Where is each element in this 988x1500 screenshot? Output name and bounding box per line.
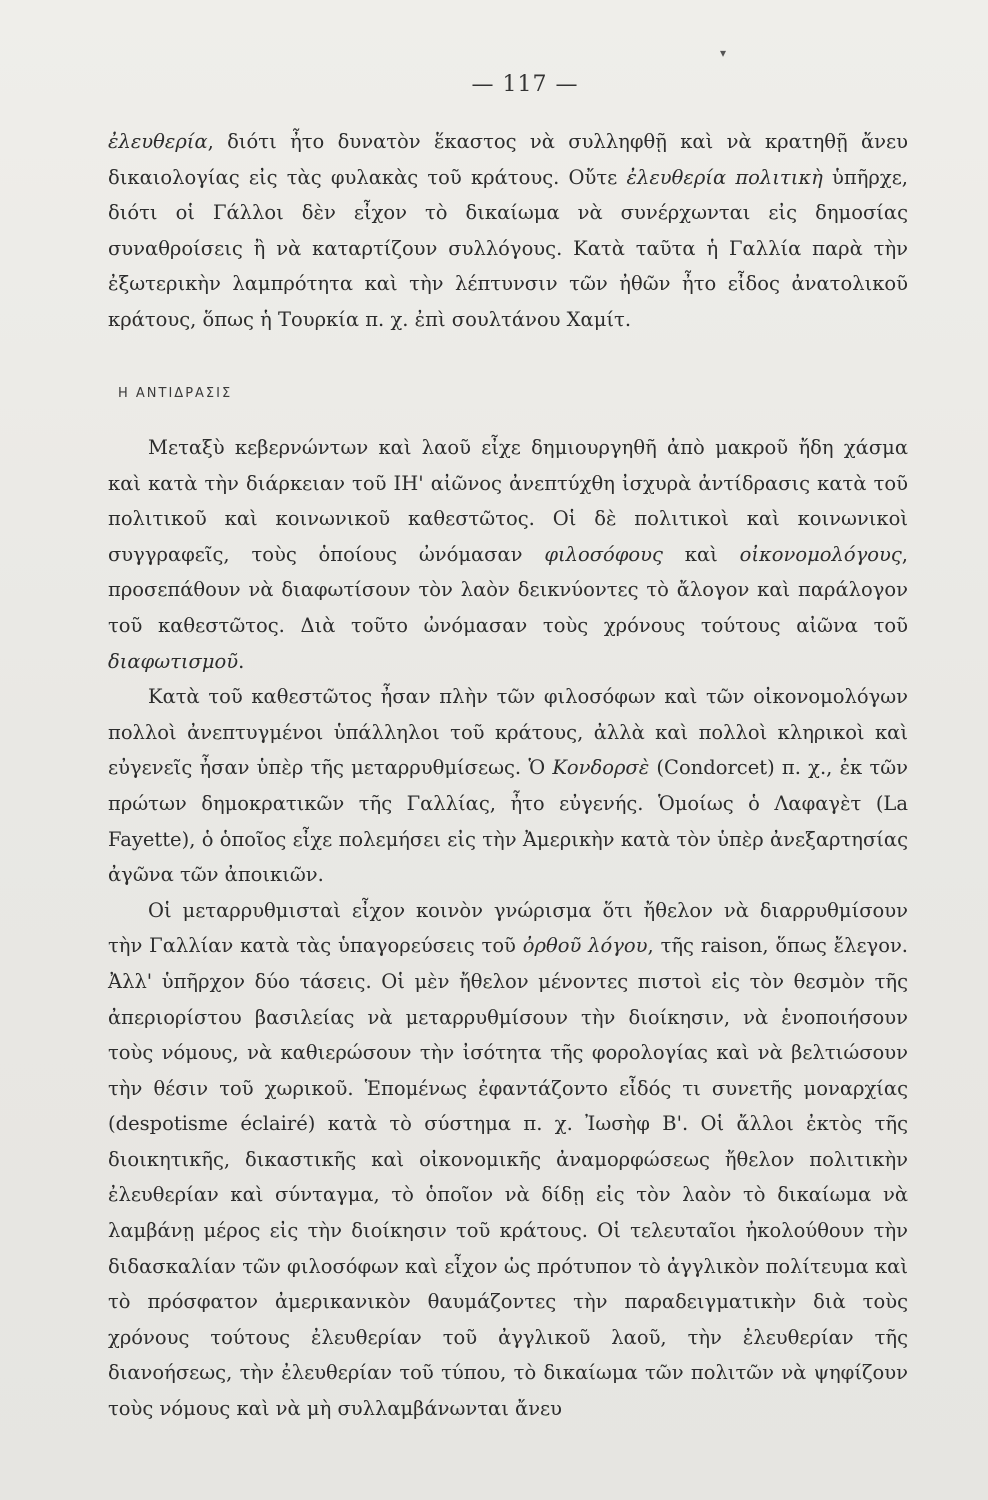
paragraph-text: καὶ bbox=[662, 542, 740, 566]
section-heading: Η ΑΝΤΙΔΡΑΣΙΣ bbox=[118, 386, 233, 401]
page-number: — 117 — bbox=[471, 72, 579, 97]
italic-term: ἐλευθερία bbox=[108, 130, 208, 153]
italic-term: ὀρθοῦ λόγου bbox=[522, 934, 648, 958]
italic-term: διαφωτισμοῦ bbox=[108, 649, 239, 673]
paragraph-reformers bbox=[108, 893, 908, 1427]
italic-term: φιλοσόφους bbox=[544, 542, 663, 566]
paragraph-text: Οἱ μεταρρυθμισταὶ εἶχον κοινὸν γνώρισμα ὅτι ἤθελον νὰ διαρρυθμίσουν τὴν Γαλλίαν κατὰ τὰς ὑπαγορεύσεις τοῦ bbox=[108, 898, 908, 958]
paragraph-text: , τῆς raison, ὅπως ἔλεγον. Ἀλλ' ὑπῆρχον δύο τάσεις. Οἱ μὲν ἤθελον μένοντες πιστοὶ εἰς τὸν θεσμὸν τῆς ἀπεριορίστου βασιλείας νὰ μεταρρυθμίσουν τὴν διοίκησιν, νὰ ἑνοποιήσουν τοὺς νόμους, νὰ καθιερώσουν τὴν ἰσότητα τῆς φορολογίας καὶ νὰ βελτιώσουν τὴν θέσιν τοῦ χωρικοῦ. Ἑπομένως ἐφαντάζοντο εἶδός τι συνετῆς μοναρχίας (despotisme éclairé) κατὰ τὸ σύστημα π. χ. Ἰωσὴφ Β'. Οἱ ἄλλοι ἐκτὸς τῆς διοικητικῆς, δικαστικῆς καὶ οἰκονομικῆς ἀναμορφώσεως ἤθελον πολιτικὴν ἐλευθερίαν καὶ σύνταγμα, τὸ ὁποῖον νὰ δίδῃ εἰς τὸν λαὸν τὸ δικαίωμα νὰ λαμβάνῃ μέρος εἰς τὴν διοίκησιν τοῦ κράτους. Οἱ τελευταῖοι ἠκολούθουν τὴν διδασκαλίαν τῶν φιλοσόφων καὶ εἶχον ὡς πρότυπον τὸ ἀγγλικὸν πολίτευμα καὶ τὸ πρόσφατον ἀμερικανικὸν θαυμάζοντες τὴν παραδειγματικὴν διὰ τοὺς χρόνους τούτους ἐλευθερίαν τοῦ ἀγγλικοῦ λαοῦ, τὴν ἐλευθερίαν τῆς διανοήσεως, τὴν ἐλευθερίαν τοῦ τύπου, τὸ δικαίωμα τῶν πολιτῶν νὰ ψηφίζουν τοὺς νόμους καὶ νὰ μὴ συλλαμβάνωνται ἄνευ bbox=[108, 934, 908, 1421]
paragraph-reaction bbox=[108, 430, 908, 679]
paragraph-text: ὑπῆρχε, διότι οἱ Γάλλοι δὲν εἶχον τὸ δικαίωμα νὰ συνέρχωνται εἰς δημοσίας συναθροίσεις ἢ νὰ καταρτίζουν συλλόγους. Κατὰ ταῦτα ἡ Γαλλία παρὰ τὴν ἐξωτερικὴν λαμπρότητα καὶ τὴν λέπτυνσιν τῶν ἠθῶν ἦτο εἶδος ἀνατολικοῦ κράτους, ὅπως ἡ Τουρκία π. χ. ἐπὶ σουλτάνου Χαμίτ. bbox=[108, 165, 908, 331]
text-block-main bbox=[108, 430, 908, 1427]
paragraph-freedom bbox=[108, 124, 908, 338]
paragraph-text: , προσεπάθουν νὰ διαφωτίσουν τὸν λαὸν δεικνύοντες τὸ ἄλογον καὶ παράλογον τοῦ καθεστῶτος. Διὰ τοῦτο ὠνόμασαν τοὺς χρόνους τούτους αἰῶνα τοῦ bbox=[108, 542, 908, 637]
italic-term: οἰκονομολόγους bbox=[739, 542, 902, 566]
paragraph-text: Κατὰ τοῦ καθεστῶτος ἦσαν πλὴν τῶν φιλοσόφων καὶ τῶν οἰκονομολόγων πολλοὶ ἀνεπτυγμένοι ὑπάλληλοι τοῦ κράτους, ἀλλὰ καὶ πολλοὶ κληρικοὶ καὶ εὐγενεῖς ἦσαν ὑπὲρ τῆς μεταρρυθμίσεως. Ὁ bbox=[108, 685, 908, 780]
paragraph-text: , διότι ἦτο δυνατὸν ἕκαστος νὰ συλληφθῇ καὶ νὰ κρατηθῇ ἄνευ δικαιολογίας εἰς τὰς φυλακὰς τοῦ κράτους. Οὔτε bbox=[108, 130, 908, 189]
italic-term: ἐλευθερία πολιτικὴ bbox=[626, 165, 823, 189]
italic-term: Κονδορσὲ bbox=[552, 756, 650, 780]
stray-ink-mark: ▾ bbox=[720, 46, 727, 60]
text-block-top bbox=[108, 124, 908, 338]
paragraph-text: . bbox=[238, 649, 245, 673]
paragraph-text: Μεταξὺ κεβερνώντων καὶ λαοῦ εἶχε δημιουργηθῆ ἀπὸ μακροῦ ἤδη χάσμα καὶ κατὰ τὴν διάρκειαν τοῦ ΙΗ' αἰῶνος ἀνεπτύχθη ἰσχυρὰ ἀντίδρασις κατὰ τοῦ πολιτικοῦ καὶ κοινωνικοῦ καθεστῶτος. Οἱ δὲ πολιτικοὶ καὶ κοινωνικοὶ συγγραφεῖς, τοὺς ὁποίους ὠνόμασαν bbox=[108, 436, 908, 566]
paragraph-text: (Condorcet) π. χ., ἐκ τῶν πρώτων δημοκρατικῶν τῆς Γαλλίας, ἦτο εὐγενής. Ὁμοίως ὁ Λαφαγὲτ (La Fayette), ὁ ὁποῖος εἶχε πολεμήσει εἰς τὴν Ἀμερικὴν κατὰ τὸν ὑπὲρ ἀνεξαρτησίας ἀγῶνα τῶν ἀποικιῶν. bbox=[108, 756, 908, 887]
paragraph-opponents bbox=[108, 679, 908, 893]
